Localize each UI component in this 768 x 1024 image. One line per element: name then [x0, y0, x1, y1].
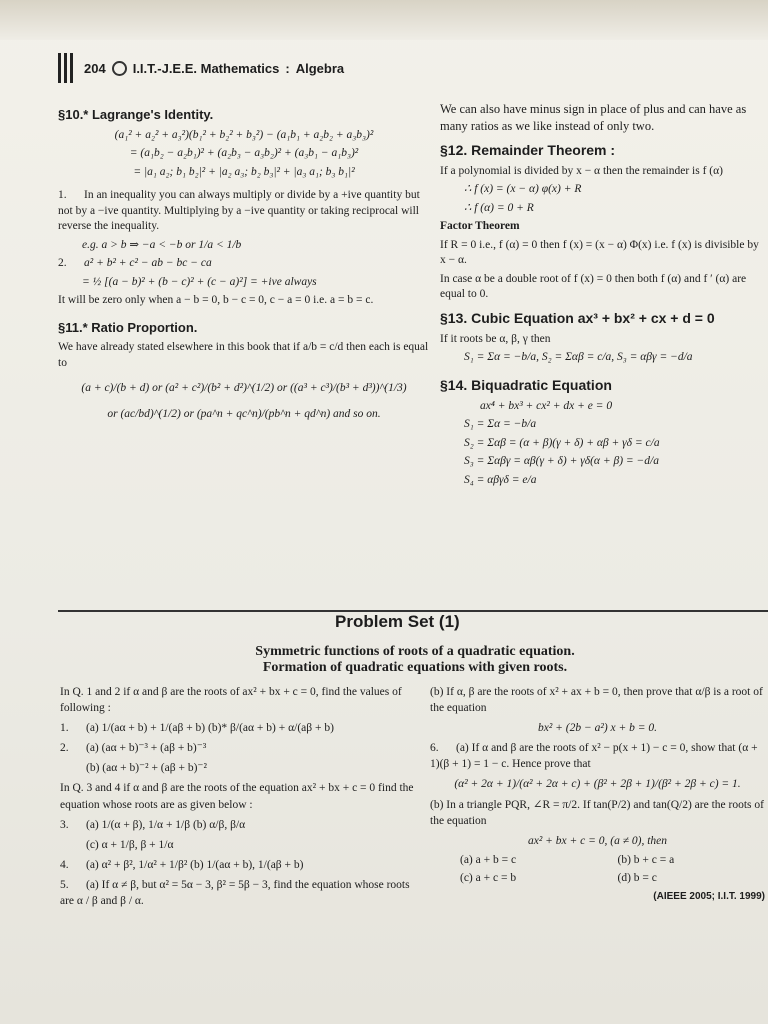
lagrange-eq-3: = |a₁ a₂; b₁ b₂|² + |a₂ a₃; b₂ b₃|² + |a₃ a₁; b₃ b₁|²	[133, 165, 355, 178]
remainder-eq-2: ∴ f (α) = 0 + R	[464, 201, 534, 214]
question-6a-eq: (α² + 2α + 1)/(α² + 2α + c) + (β² + 2β + 1)/(β² + 2β + c) = 1.	[454, 778, 741, 791]
question-6b: (b) In a triangle PQR, ∠R = π/2. If tan(P/2) and tan(Q/2) are the roots of the equation	[430, 798, 764, 827]
intro-q1-2: In Q. 1 and 2 if α and β are the roots of ax² + bx + c = 0, find the values of following :	[60, 686, 402, 715]
question-6b-eq: ax² + bx + c = 0, (a ≠ 0), then	[527, 834, 668, 847]
question-2b: (b) (aα + b)⁻² + (aβ + b)⁻²	[86, 762, 207, 775]
sum-squares-expr: a² + b² + c² − ab − bc − ca	[84, 257, 212, 270]
item-number: 2.	[58, 257, 67, 270]
option-c: (c) a + c = b	[460, 871, 517, 884]
item-number: 1.	[58, 189, 67, 202]
question-3c: (c) α + 1/β, β + 1/α	[86, 838, 174, 851]
biquad-eq: ax⁴ + bx³ + cx² + dx + e = 0	[480, 399, 613, 412]
double-root-text: In case α be a double root of f (x) = 0 then both f (α) and f ′ (α) are equal to 0.	[440, 272, 747, 301]
section-14-title: §14. Biquadratic Equation	[440, 376, 612, 393]
header-separator: :	[285, 60, 290, 76]
option-b: (b) b + c = a	[617, 853, 675, 866]
question-text: (a) (aα + b)⁻³ + (aβ + b)⁻³	[86, 742, 207, 755]
header-bars-icon	[58, 53, 76, 83]
question-5	[60, 877, 420, 909]
problem-set-subtitle-1: Symmetric functions of roots of a quadratic equation.	[255, 644, 575, 659]
exam-citation: (AIEEE 2005; I.I.T. 1999)	[653, 891, 765, 903]
ratio-continued: We can also have minus sign in place of plus and can have as many ratios as we like instead of only two.	[440, 102, 747, 133]
question-text: (a) If α and β are the roots of x² − p(x + 1) − c = 0, show that (α + 1)(β + 1) = 1 − c. Hence prove that	[430, 742, 758, 771]
question-number: 6.	[430, 742, 439, 755]
question-1	[60, 720, 420, 736]
lagrange-eq-2: = (a₁b₂ − a₂b₁)² + (a₂b₃ − a₃b₂)² + (a₃b₁ − a₁b₃)²	[129, 147, 359, 160]
question-text: (a) α² + β², 1/α² + 1/β² (b) 1/(aα + b), 1/(aβ + b)	[86, 858, 304, 871]
biquad-s4: S₄ = αβγδ = e/a	[464, 473, 537, 486]
lagrange-eq-1: (a₁² + a₂² + a₃²)(b₁² + b₂² + b₃²) − (a₁b₁ + a₂b₂ + a₃b₃)²	[114, 128, 374, 141]
answer-options	[460, 852, 765, 886]
ratio-text: We have already stated elsewhere in this book that if a/b = c/d then each is equal to	[58, 341, 429, 369]
problem-set-title: Problem Set (1)	[335, 612, 460, 631]
intro-q3-4: In Q. 3 and 4 if α and β are the roots of the equation ax² + bx + c = 0 find the equation whose roots are as given below :	[60, 782, 414, 811]
question-text: (a) 1/(aα + b) + 1/(aβ + b) (b)* β/(aα + b) + α/(aβ + b)	[86, 722, 334, 735]
book-title: I.I.T.-J.E.E. Mathematics	[132, 60, 280, 76]
question-4	[60, 857, 420, 873]
remainder-eq-1: ∴ f (x) = (x − α) φ(x) + R	[464, 183, 582, 196]
question-5b: (b) If α, β are the roots of x² + ax + b = 0, then prove that α/β is a root of the equation	[430, 686, 763, 715]
remainder-text: If a polynomial is divided by x − α then the remainder is f (α)	[440, 164, 723, 177]
question-5b-eq: bx² + (2b − a²) x + b = 0.	[537, 722, 658, 735]
sum-squares-eq: = ½ [(a − b)² + (b − c)² + (c − a)²] = +ive always	[82, 275, 317, 288]
inequality-text: In an inequality you can always multiply or divide by a +ive quantity but not by a −ive quantity. Multiplying by a −ive quantity or taking reciprocal will reverse the inequality.	[58, 189, 420, 233]
question-6	[430, 740, 765, 772]
page-top-edge	[0, 0, 768, 40]
biquad-s1: S₁ = Σα = −b/a	[464, 418, 537, 431]
page-header	[58, 50, 478, 86]
ratio-eq-1: (a + c)/(b + d) or (a² + c²)/(b² + d²)^(1/2) or ((a³ + c³)/(b³ + d³))^(1/3)	[81, 382, 407, 395]
question-number: 4.	[60, 858, 69, 871]
subject-title: Algebra	[295, 60, 345, 76]
page-number: 204	[84, 60, 106, 76]
left-column	[58, 100, 430, 425]
question-text: (a) 1/(α + β), 1/α + 1/β (b) α/β, β/α	[86, 818, 246, 831]
inequality-example: e.g. a > b ⇒ −a < −b or 1/a < 1/b	[82, 238, 242, 251]
section-11-title: §11.* Ratio Proportion.	[58, 319, 198, 335]
section-12-title: §12. Remainder Theorem :	[440, 141, 616, 158]
cubic-eq: S₁ = Σα = −b/a, S₂ = Σαβ = c/a, S₃ = αβγ = −d/a	[464, 351, 693, 364]
problem-set-subtitle-2: Formation of quadratic equations with given roots.	[262, 660, 568, 675]
biquad-s2: S₂ = Σαβ = (α + β)(γ + δ) + αβ + γδ = c/a	[464, 436, 660, 449]
sum-squares-zero: It will be zero only when a − b = 0, b − c = 0, c − a = 0 i.e. a = b = c.	[58, 294, 374, 307]
problems-right	[430, 680, 765, 904]
option-d: (d) b = c	[617, 871, 657, 884]
question-2	[60, 740, 420, 756]
sum-squares-item	[58, 256, 430, 272]
problems-left	[60, 680, 420, 913]
inequality-note	[58, 188, 430, 235]
question-number: 1.	[60, 722, 69, 735]
factor-theorem-text: If R = 0 i.e., f (α) = 0 then f (x) = (x − α) Φ(x) i.e. f (x) is divisible by x − α.	[440, 238, 759, 267]
factor-theorem-heading: Factor Theorem	[440, 220, 520, 233]
right-column	[440, 98, 765, 491]
section-10-title: §10.* Lagrange's Identity.	[58, 107, 214, 122]
ratio-eq-2: or (ac/bd)^(1/2) or (pa^n + qc^n)/(pb^n + qd^n) and so on.	[107, 407, 381, 420]
question-3	[60, 817, 420, 833]
section-13-title: §13. Cubic Equation ax³ + bx² + cx + d = 0	[440, 309, 715, 326]
option-a: (a) a + b = c	[460, 853, 517, 866]
circle-icon	[112, 61, 127, 76]
question-number: 5.	[60, 878, 69, 891]
biquad-s3: S₃ = Σαβγ = αβ(γ + δ) + γδ(α + β) = −d/a	[464, 455, 659, 468]
question-number: 3.	[60, 818, 69, 831]
cubic-roots-text: If it roots be α, β, γ then	[440, 332, 551, 345]
question-number: 2.	[60, 742, 69, 755]
question-text: (a) If α ≠ β, but α² = 5α − 3, β² = 5β − 3, find the equation whose roots are α / β and β / α.	[60, 878, 410, 908]
